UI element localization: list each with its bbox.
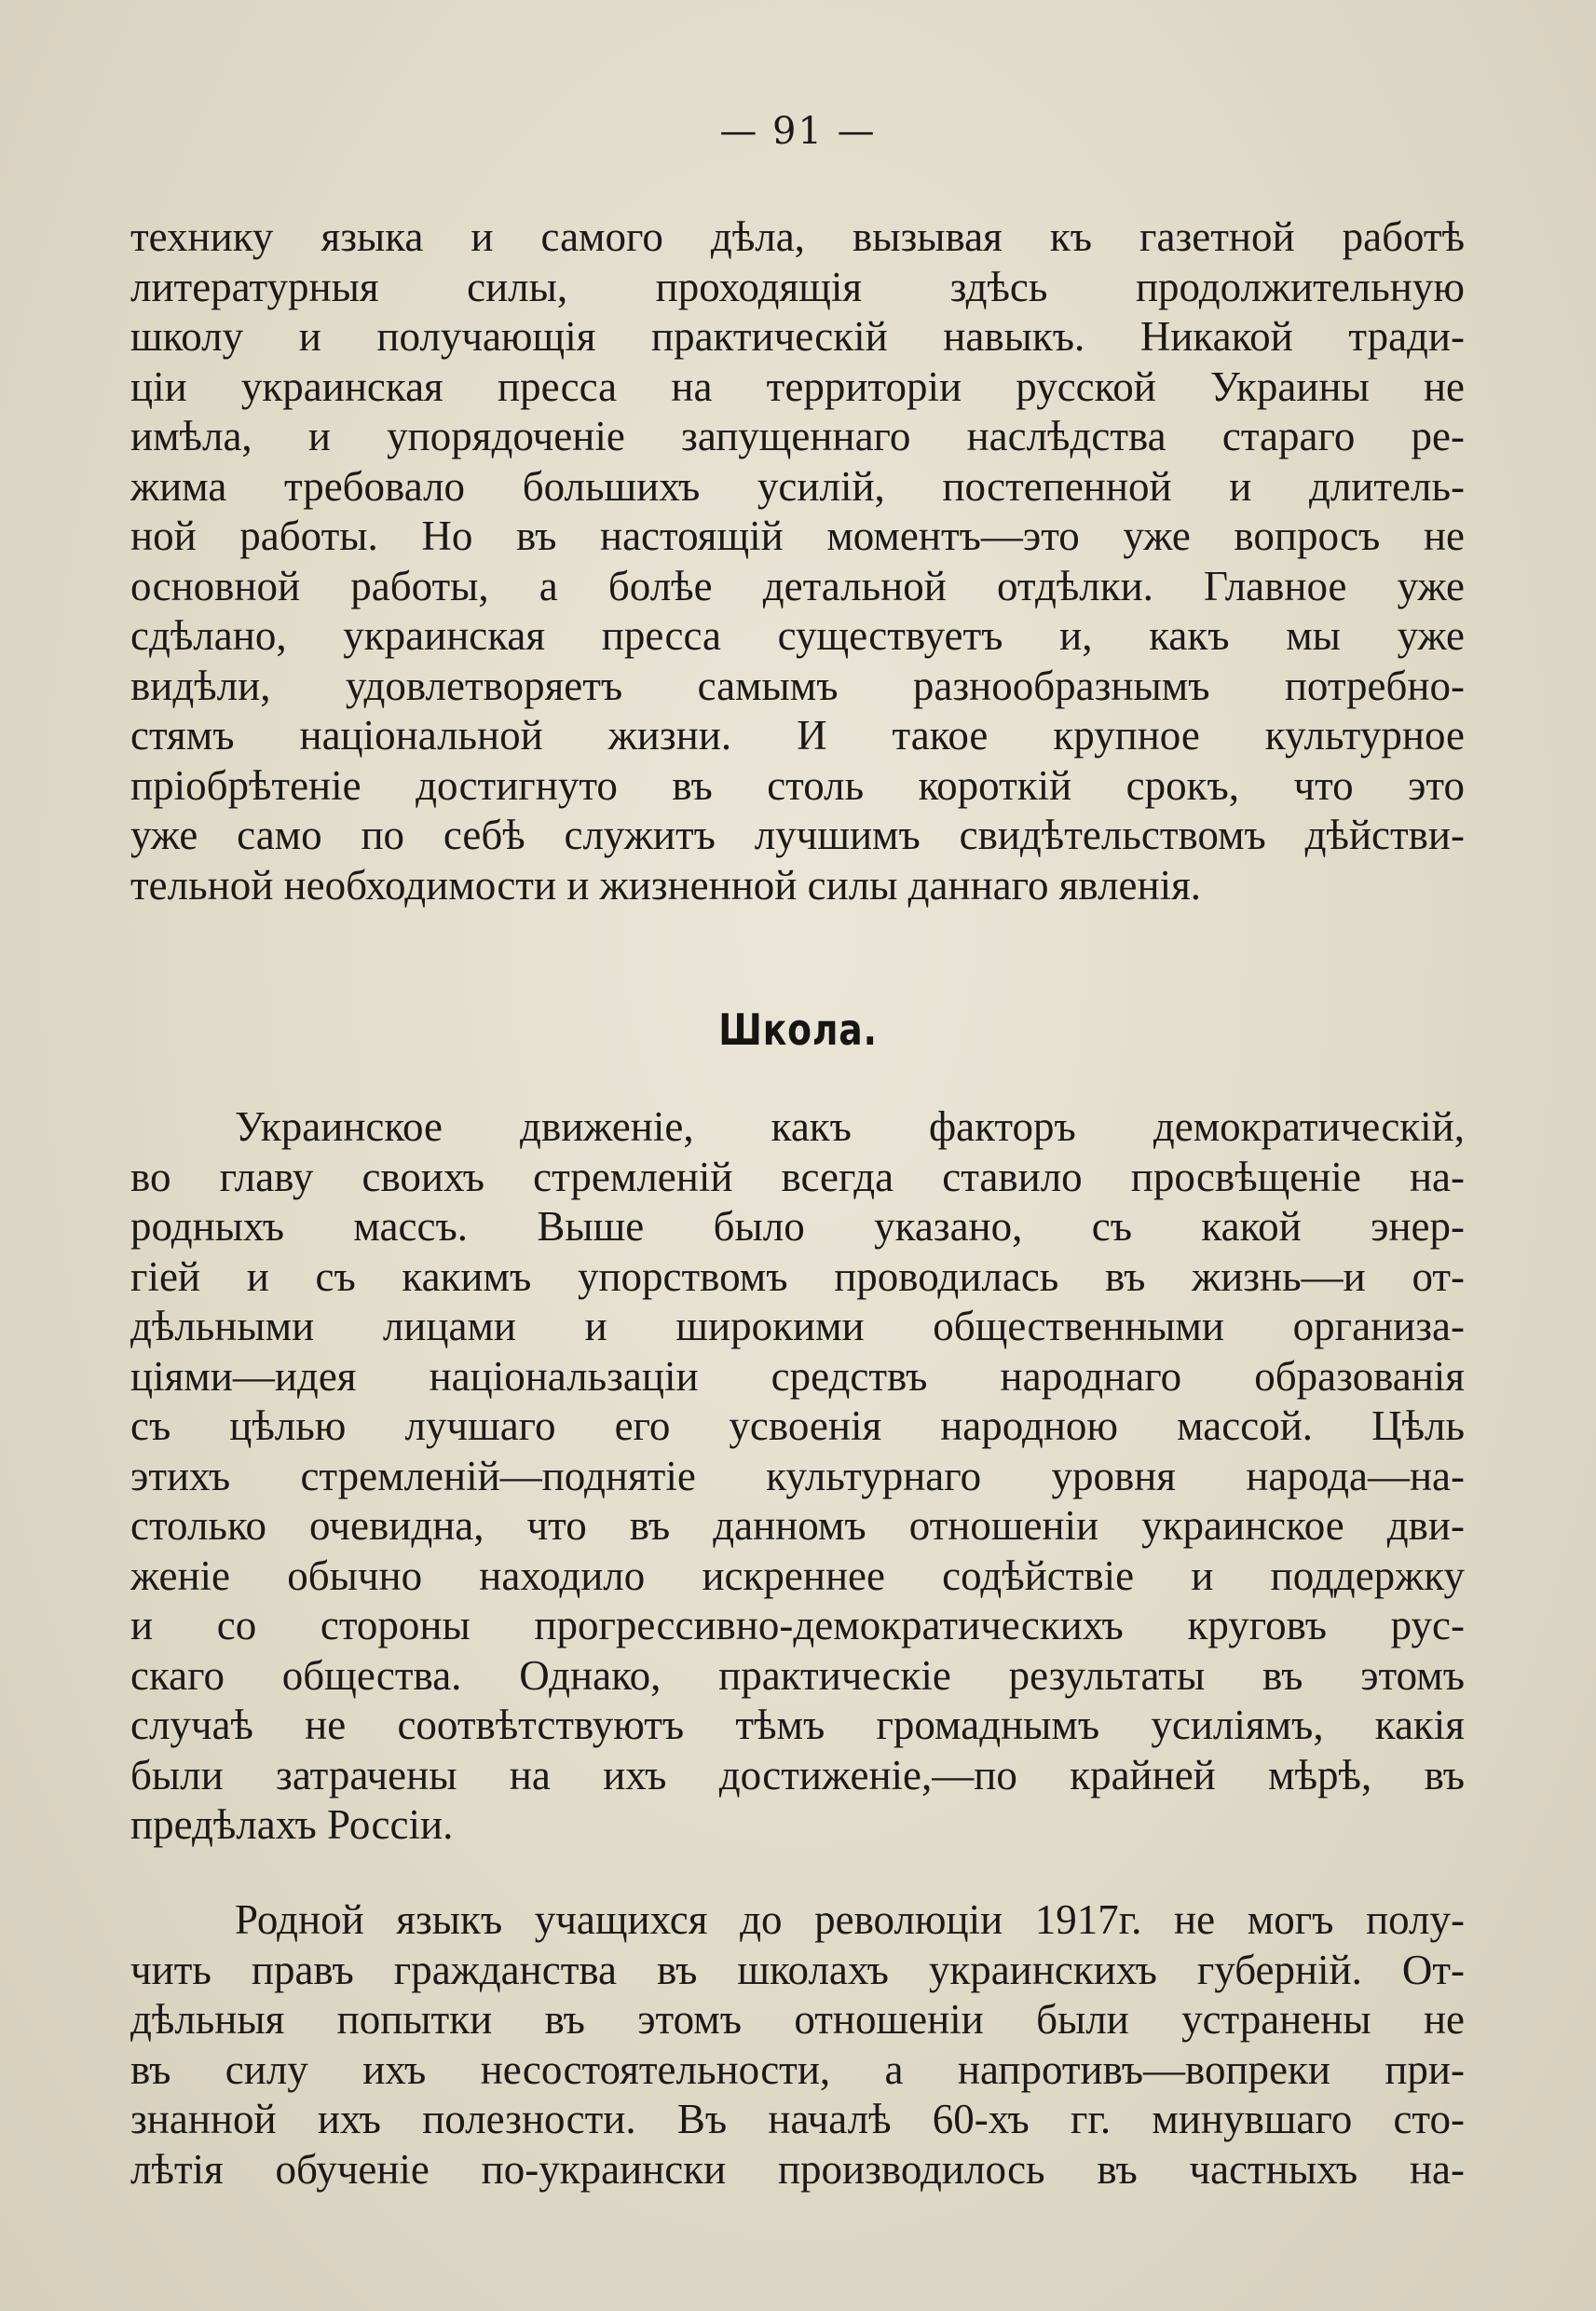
text-line: ціями—идея національзаціи средствъ народнаго образованія bbox=[130, 1352, 1465, 1400]
text-line: знанной ихъ полезности. Въ началѣ 60-хъ гг. минувшаго сто- bbox=[130, 2096, 1465, 2142]
text-line: ціи украинская пресса на территоріи русской Украины не bbox=[130, 362, 1465, 410]
text-line: женіе обычно находило искреннее содѣйствіе и поддержку bbox=[130, 1552, 1465, 1599]
section-heading: Школа. bbox=[718, 1005, 878, 1055]
text-line: и со стороны прогрессивно-демократическихъ круговъ рус- bbox=[130, 1602, 1465, 1648]
text-line: скаго общества. Однако, практическіе результаты въ этомъ bbox=[130, 1651, 1465, 1699]
text-line: пріобрѣтеніе достигнуто въ столь короткій срокъ, что это bbox=[130, 761, 1465, 809]
text-line: основной работы, а болѣе детальной отдѣлки. Главное уже bbox=[130, 562, 1465, 609]
paragraph-press-conclusion bbox=[130, 212, 1465, 910]
text-line: школу и получающія практическій навыкъ. Никакой тради- bbox=[130, 313, 1465, 360]
text-line: чить правъ гражданства въ школахъ украинскихъ губерній. От- bbox=[130, 1946, 1465, 1993]
text-line: гіей и съ какимъ упорствомъ проводилась въ жизнь—и от- bbox=[130, 1252, 1465, 1300]
text-line: Украинское движеніе, какъ факторъ демократическій, bbox=[235, 1103, 1465, 1150]
text-line: во главу своихъ стремленій всегда ставило просвѣщеніе на- bbox=[130, 1153, 1465, 1200]
text-line: уже само по себѣ служитъ лучшимъ свидѣтельствомъ дѣйстви- bbox=[130, 812, 1465, 858]
text-line: родныхъ массъ. Выше было указано, съ какой энер- bbox=[130, 1203, 1465, 1250]
text-line: видѣли, удовлетворяетъ самымъ разнообразнымъ потребно- bbox=[130, 662, 1465, 709]
text-line: тельной необходимости и жизненной силы даннаго явленія. bbox=[130, 861, 1202, 909]
text-line: Родной языкъ учащихся до революціи 1917г. не могъ полу- bbox=[235, 1896, 1465, 1943]
text-line: этихъ стремленій—поднятіе культурнаго уровня народа—на- bbox=[130, 1452, 1465, 1499]
text-line: были затрачены на ихъ достиженіе,—по крайней мѣрѣ, въ bbox=[130, 1751, 1465, 1798]
text-line: дѣльныя попытки въ этомъ отношеніи были устранены не bbox=[130, 1996, 1465, 2043]
text-line: имѣла, и упорядоченіе запущеннаго наслѣдства стараго ре- bbox=[130, 413, 1465, 459]
text-line: ной работы. Но въ настоящій моментъ—это уже вопросъ не bbox=[130, 513, 1465, 559]
paragraph-school-movement bbox=[130, 1102, 1465, 1851]
text-line: литературныя силы, проходящія здѣсь продолжительную bbox=[130, 263, 1465, 310]
text-line: предѣлахъ Россіи. bbox=[130, 1801, 454, 1848]
text-line: дѣльными лицами и широкими общественными организа- bbox=[130, 1303, 1465, 1349]
text-line: случаѣ не соотвѣтствуютъ тѣмъ громаднымъ усиліямъ, какія bbox=[130, 1702, 1465, 1748]
text-line: жима требовало большихъ усилій, постепенной и длитель- bbox=[130, 462, 1465, 510]
text-line: лѣтія обученіе по-украински производилось въ частныхъ на- bbox=[130, 2145, 1465, 2193]
text-line: стямъ національной жизни. И такое крупное культурное bbox=[130, 712, 1465, 759]
text-line: съ цѣлью лучшаго его усвоенія народною массой. Цѣль bbox=[130, 1402, 1465, 1449]
text-line: въ силу ихъ несостоятельности, а напротивъ—вопреки при- bbox=[130, 2045, 1465, 2093]
text-line: столько очевидна, что въ данномъ отношеніи украинское дви- bbox=[130, 1502, 1465, 1549]
text-line: технику языка и самого дѣла, вызывая къ газетной работѣ bbox=[130, 213, 1465, 260]
page-number: — 91 — bbox=[719, 110, 877, 153]
text-line: сдѣлано, украинская пресса существуетъ и, какъ мы уже bbox=[130, 612, 1465, 659]
paragraph-native-language bbox=[130, 1895, 1465, 2195]
